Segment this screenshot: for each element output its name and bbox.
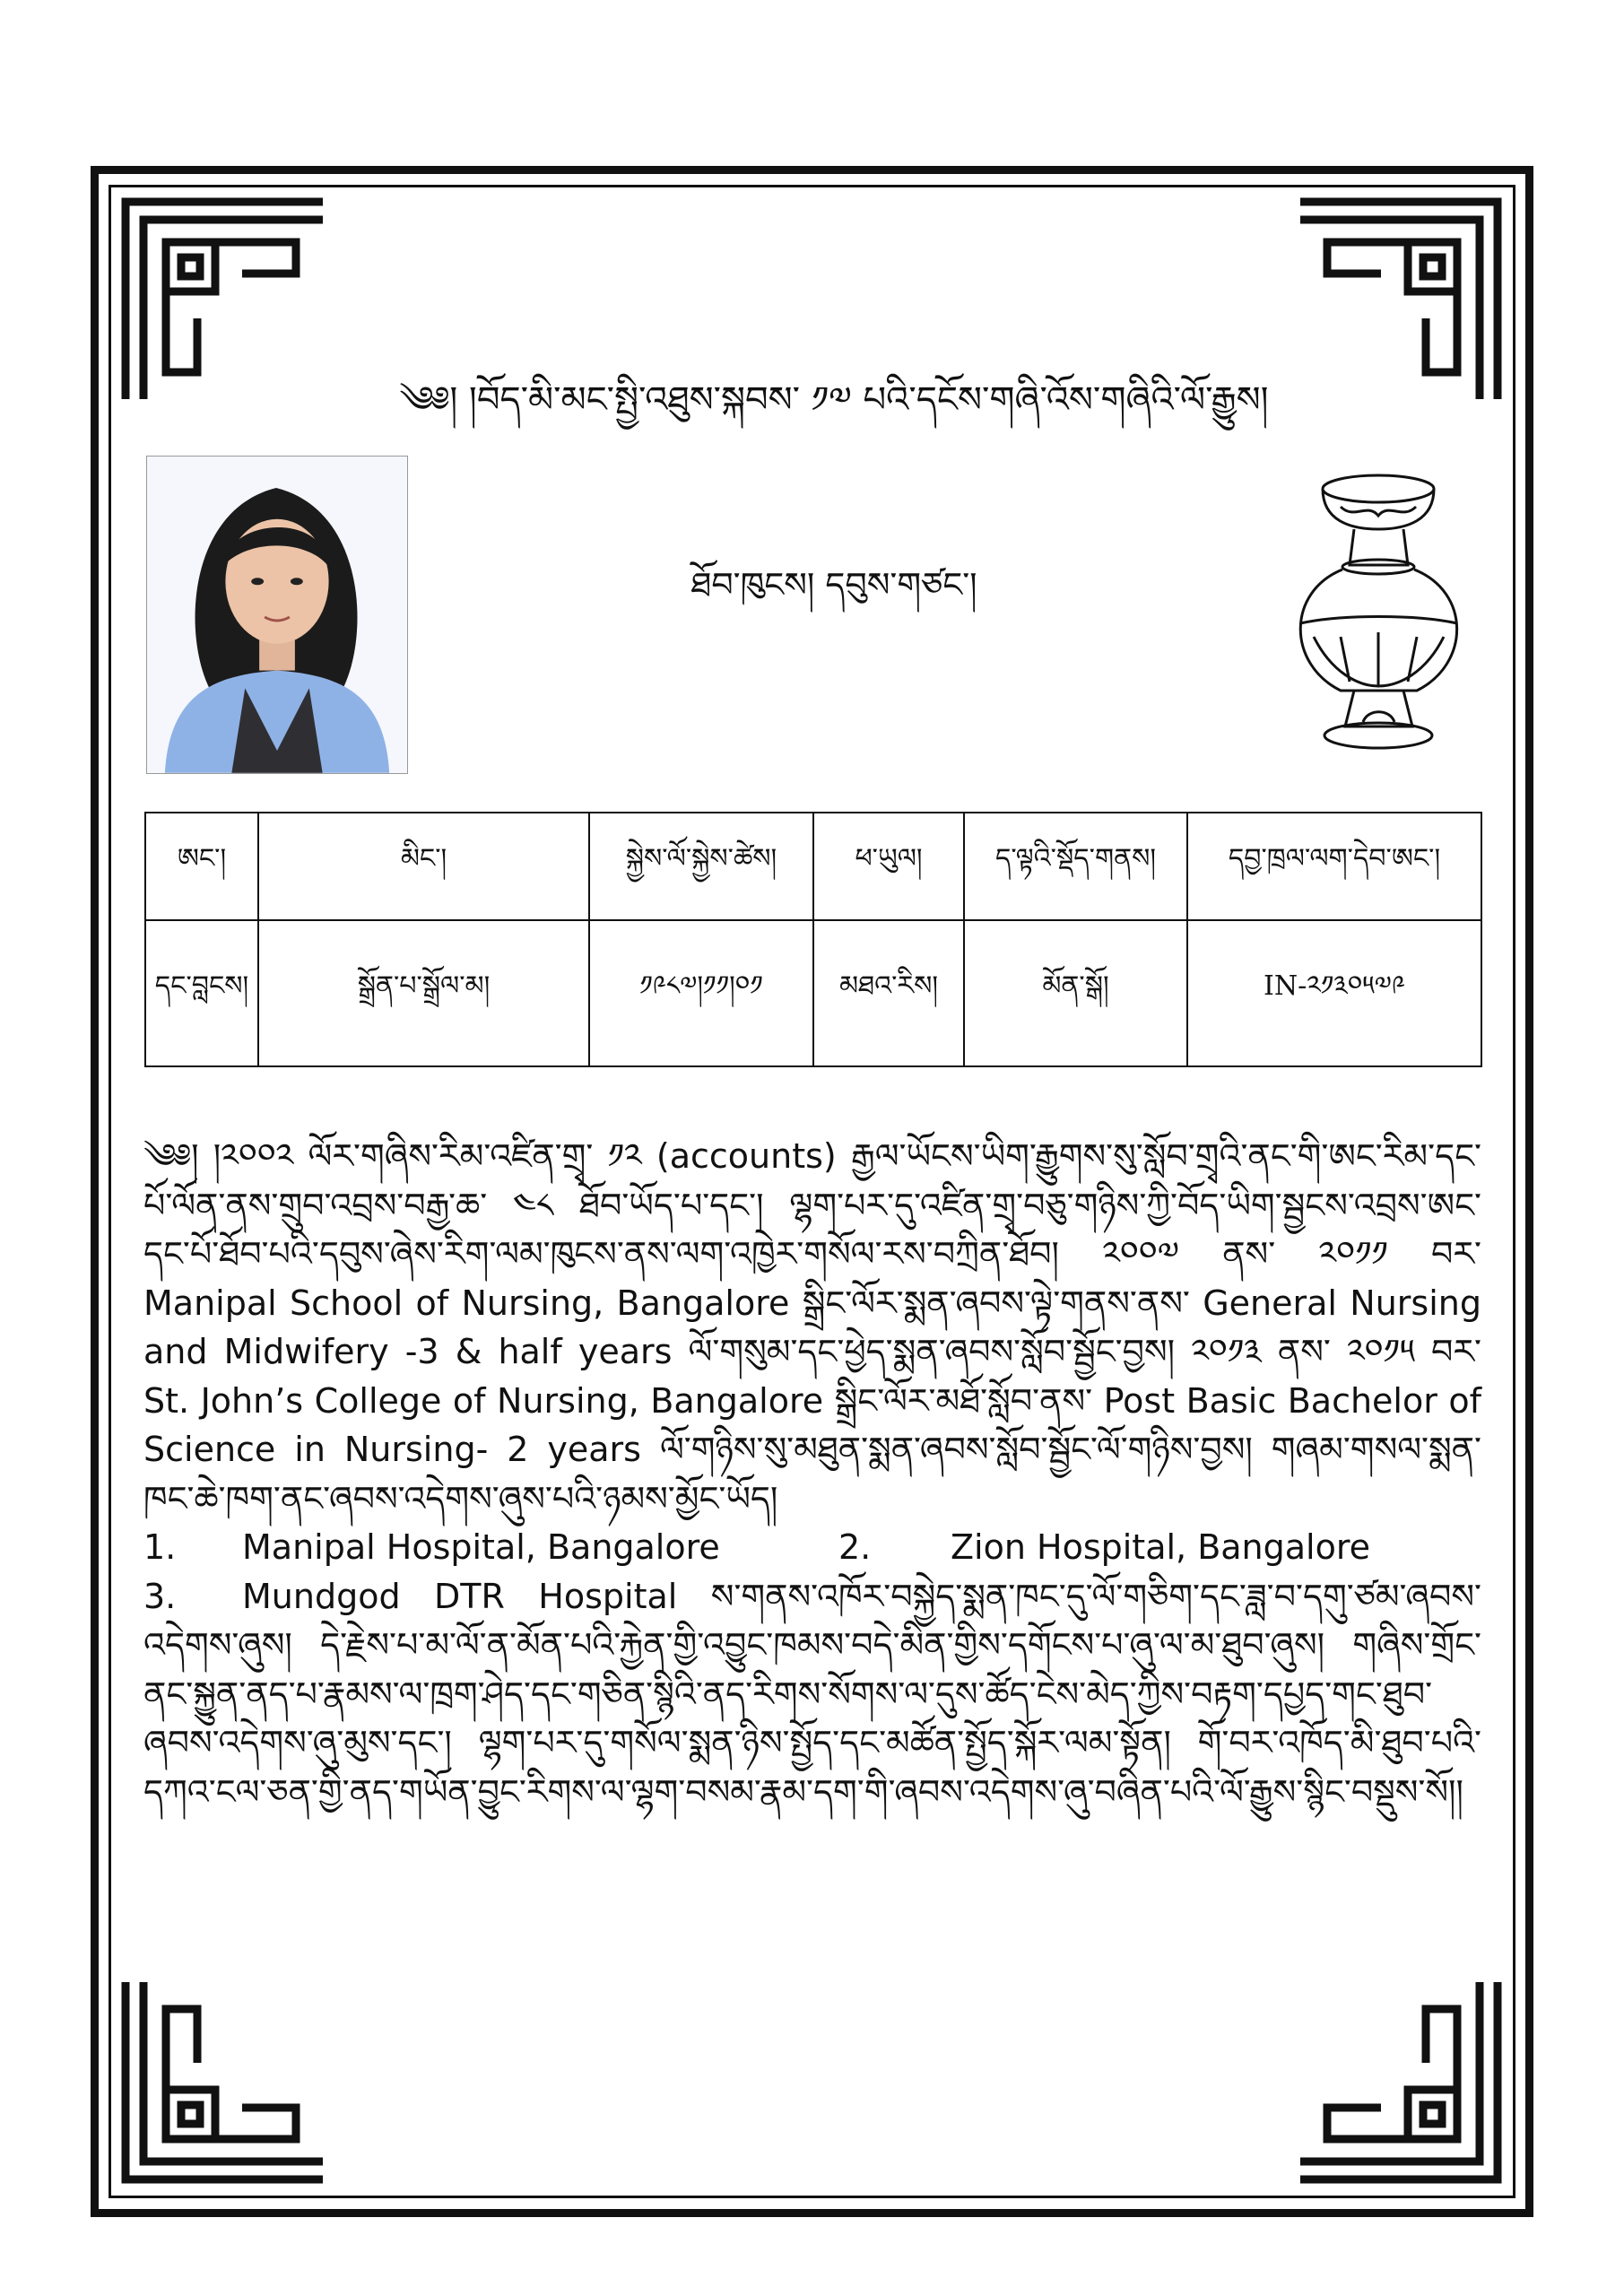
corner-ornament-bottom-right-icon <box>1291 1973 1507 2188</box>
header-number: ཨང་། <box>145 813 258 920</box>
list-item: Mundgod DTR Hospital <box>242 1576 678 1616</box>
header-hometown: ཕ་ཡུལ། <box>813 813 964 920</box>
list-item-number: 1. <box>143 1527 177 1567</box>
header-birthdate: སྐྱེས་ལོ་སྐྱེས་ཚེས། <box>589 813 813 920</box>
corner-ornament-bottom-left-icon <box>117 1973 332 2188</box>
table-row <box>145 920 1481 1066</box>
cell-residence: མོན་སྒོ། <box>964 920 1187 1066</box>
corner-ornament-top-left-icon <box>117 193 332 408</box>
list-item-number: 3. <box>143 1576 177 1616</box>
document-title: ༄༅། །བོད་མི་མང་སྤྱི་འཐུས་སྐབས་ ༡༧ པའི་དངོས་གཞི་འོས་གཞིའི་ལོ་རྒྱུས། <box>399 379 1269 421</box>
candidate-info-table <box>144 812 1482 1067</box>
header-green-book: དབྱ་ཁྲལ་ལག་དེབ་ཨང་། <box>1187 813 1481 920</box>
treasure-vase-icon <box>1278 466 1480 767</box>
cell-green-book: IN-༢༡༣༠༥༧༩ <box>1187 920 1481 1066</box>
candidate-photo <box>146 456 408 774</box>
header-name: མིང་། <box>258 813 589 920</box>
corner-ornament-top-right-icon <box>1291 193 1507 408</box>
constituency-label: ཐོབ་ཁུངས། དབུས་གཙང་། <box>690 565 977 604</box>
biography-text <box>143 1132 1481 1816</box>
closing-paragraph <box>143 1572 1481 1817</box>
closing-text: ས་གནས་འཁོར་བསྐྱེད་སྨན་ཁང་དུ་ལོ་གཅིག་དང་ཟླ་བ་དགུ་ཙམ་ཞབས་འདེགས་ཞུས། དེ་རྗེས་པ་མ་ལོ་ན་མོན་པའི་རྐྱེན་གྱི་འབྱུང་ཁམས་བདེ་མིན་གྱིས་དགོངས་པ་ཞུ་ལ་མ་ཐུབ་ཞུས། གཞིས་གྲོང་ནང་སྐྱུན་ནད་པ་རྣམས་ལ་ཁྲག་ཤེད་དང་གཅིན་སྙིའི་ནད་རིགས་སོགས་ལ་དུས་ཚོད་ངེས་མེད་ཀྱིས་བརྟག་དཔྱད་གང་ཐུབ་ཞབས་འདེགས་ཞུ་མུས་དང་། ལྷག་པར་དུ་གསོལ་སྨན་ཉིས་སྤྱོད་དང་མཚོན་སྤྱོད་སྐོར་ལམ་སྟོན། གོ་བར་འཁོད་མི་ཐུབ་པའི་དཀའ་ངལ་ཅན་གྱི་ནད་གཡོན་བྱུང་རིགས་ལ་ལྷག་བསམ་རྣམ་དག་གི་ཞབས་འདེགས་ཞུ་བཞིན་པའི་ལོ་རྒྱུས་སྙིང་བསྡུས་སོ།། <box>143 1576 1481 1812</box>
hospital-list-row <box>143 1523 1481 1572</box>
list-item-number: 2. <box>838 1527 872 1567</box>
list-item: Zion Hospital, Bangalore <box>951 1527 1371 1567</box>
cell-hometown: མཐའ་རིས། <box>813 920 964 1066</box>
cell-name: སྒྲོན་པ་སྒྲོལ་མ། <box>258 920 589 1066</box>
cell-number: དང་བླངས། <box>145 920 258 1066</box>
table-header-row <box>145 813 1481 920</box>
biography-paragraph: ༄༅། །༢༠༠༢ ལོར་གཞིས་རིམ་འཛིན་གྲྭ་ ༡༢ (accounts) རྒྱལ་ཡོངས་ཡིག་རྒྱུགས་སུ་སློབ་གྲྭའི་ནང་གི་ཨང་རིམ་དང་པོ་ལོན་ནས་གྲུབ་འབྲས་བརྒྱ་ཆ་ ༤༨ ཐོབ་ཡོད་པ་དང་། ལྷག་པར་དུ་འཛིན་གྲྭ་བཅུ་གཉིས་ཀྱི་བོད་ཡིག་སྦྱངས་འབྲས་ཨང་དང་པོ་ཐོབ་པའི་དབུས་ཞེས་རིག་ལམ་ཁུངས་ནས་ལག་འཁྱེར་གསོལ་རས་བཀྲིན་ཐོབ། ༢༠༠༧ ནས་ ༢༠༡༡ བར་ Manipal School of Nursing, Bangalore སྒྲིང་ལོར་སྨན་ཞབས་ལྟེ་གནས་ནས་ General Nursing and Midwifery -3 & half years ལོ་གསུམ་དང་ཕྱེད་སྨན་ཞབས་སློབ་སྦྱོང་བྱས། ༢༠༡༣ ནས་ ༢༠༡༥ བར་ St. John’s College of Nursing, Bangalore སྒྲིང་ལོར་མཐོ་སློབ་ནས་ Post Basic Bachelor of Science in Nursing- 2 years ལོ་གཉིས་སུ་མཐུན་སྨན་ཞབས་སློབ་སྦྱོང་ལོ་གཉིས་བྱས། གཞམ་གསལ་སྨན་ཁང་ཆེ་ཁག་ནང་ཞབས་འདེགས་ཞུས་པའི་ཉམས་མྱོང་ཡོད། <box>143 1136 1481 1518</box>
list-item: Manipal Hospital, Bangalore <box>242 1527 720 1567</box>
header-residence: ད་ལྟའི་སྡོད་གནས། <box>964 813 1187 920</box>
cell-birthdate: ༡༩༨༧།༡༡།༠༡ <box>589 920 813 1066</box>
